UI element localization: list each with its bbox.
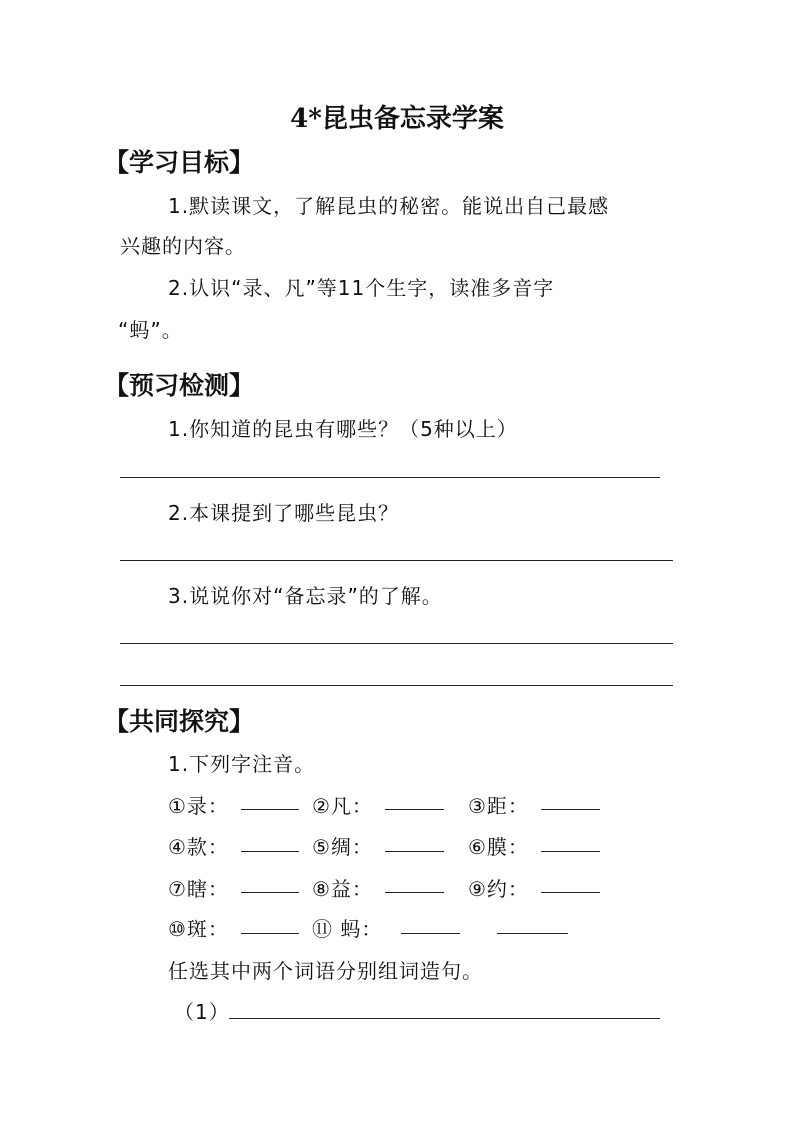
pinyin-item-1: ①录： (168, 794, 229, 818)
pinyin-blank-4[interactable] (241, 851, 299, 852)
pinyin-blank-1[interactable] (241, 809, 299, 810)
sentence-label-1: （1） (174, 1000, 230, 1024)
page-title: 4*昆虫备忘录学案 (290, 104, 504, 134)
pinyin-blank-5[interactable] (385, 851, 444, 852)
pinyin-blank-10[interactable] (241, 933, 299, 934)
answer-line-1[interactable] (120, 477, 660, 478)
pinyin-blank-3[interactable] (541, 809, 600, 810)
goal-2-line-2: “蚂”。 (118, 318, 183, 342)
preview-heading: 【预习检测】 (104, 371, 255, 400)
pinyin-item-7: ⑦瞎： (168, 877, 229, 901)
goal-2-line-1: 2.认识“录、凡”等11个生字，读准多音字 (168, 276, 555, 300)
sentence-answer-line-1[interactable] (229, 1018, 660, 1019)
explore-instruction: 任选其中两个词语分别组词造句。 (168, 959, 483, 983)
pinyin-item-9: ⑨约： (468, 877, 529, 901)
pinyin-item-2: ②凡： (312, 794, 373, 818)
pinyin-blank-2[interactable] (385, 809, 444, 810)
explore-question-1: 1.下列字注音。 (168, 752, 316, 776)
pinyin-item-3: ③距： (468, 794, 529, 818)
pinyin-blank-9[interactable] (541, 892, 600, 893)
answer-line-3a[interactable] (120, 643, 673, 644)
preview-question-3: 3.说说你对“备忘录”的了解。 (168, 584, 443, 608)
pinyin-item-8: ⑧益： (312, 877, 373, 901)
preview-question-1: 1.你知道的昆虫有哪些？（5种以上） (168, 417, 518, 441)
pinyin-blank-11a[interactable] (401, 933, 460, 934)
pinyin-item-6: ⑥膜： (468, 835, 529, 859)
answer-line-3b[interactable] (120, 685, 673, 686)
pinyin-blank-6[interactable] (541, 851, 600, 852)
pinyin-item-5: ⑤绸： (312, 835, 373, 859)
explore-heading: 【共同探究】 (104, 707, 255, 736)
pinyin-item-4: ④款： (168, 835, 229, 859)
answer-line-2[interactable] (120, 560, 673, 561)
pinyin-blank-11b[interactable] (497, 933, 568, 934)
goal-1-line-2: 兴趣的内容。 (120, 234, 246, 258)
pinyin-item-10: ⑩斑： (168, 917, 229, 941)
pinyin-blank-7[interactable] (241, 892, 299, 893)
pinyin-item-11: ⑪ 蚂： (312, 917, 383, 941)
pinyin-blank-8[interactable] (385, 892, 444, 893)
preview-question-2: 2.本课提到了哪些昆虫？ (168, 501, 400, 525)
goal-1-line-1: 1.默读课文，了解昆虫的秘密。能说出自己最感 (168, 194, 610, 218)
goals-heading: 【学习目标】 (104, 148, 255, 177)
